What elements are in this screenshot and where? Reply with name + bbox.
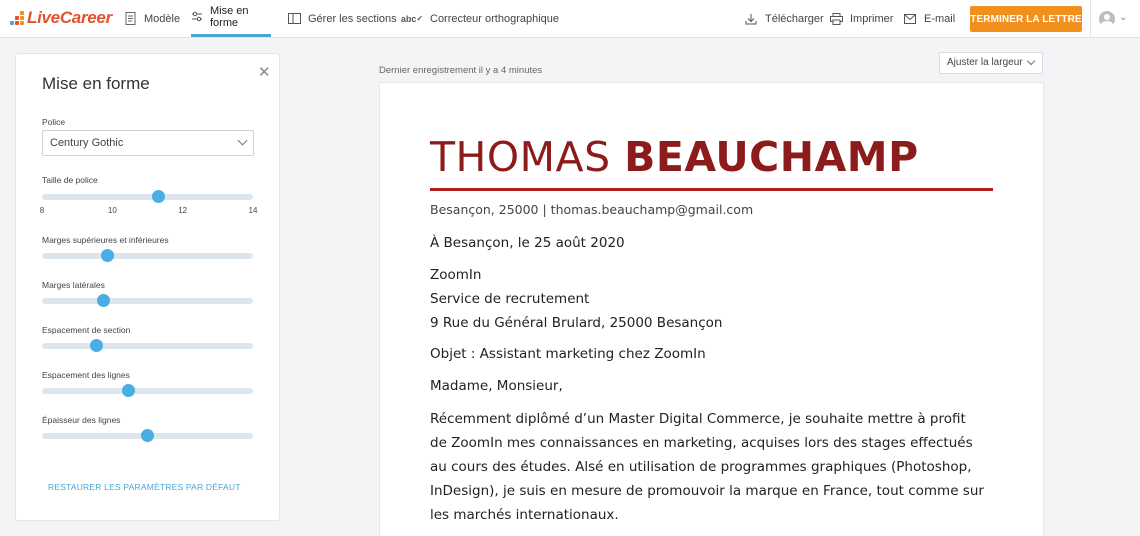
printer-icon xyxy=(829,12,843,26)
chevron-down-icon xyxy=(238,136,248,146)
download-label: Télécharger xyxy=(765,12,824,25)
line-weight-slider[interactable] xyxy=(42,433,253,439)
paragraph-line: les marchés internationaux. xyxy=(430,507,619,523)
toolbar-divider xyxy=(1090,0,1091,37)
nav-formatting-label: Mise en forme xyxy=(210,5,249,29)
recipient-address: 9 Rue du Général Brulard, 25000 Besançon xyxy=(430,315,723,331)
section-spacing-slider-thumb[interactable] xyxy=(90,339,103,352)
last-saved-status: Dernier enregistrement il y a 4 minutes xyxy=(379,65,543,76)
print-label: Imprimer xyxy=(850,12,894,25)
chevron-down-icon[interactable]: ⌄ xyxy=(1119,12,1128,23)
paragraph-line: InDesign), je suis en mesure de promouvoir la marque en France, tout comme sur xyxy=(430,483,984,499)
line-weight-label: Épaisseur des lignes xyxy=(42,415,121,425)
side-margins-label: Marges latérales xyxy=(42,280,105,290)
email-button[interactable] xyxy=(903,0,955,37)
contact-line: Besançon, 25000 | thomas.beauchamp@gmail.com xyxy=(430,202,754,217)
paragraph-line: au cours des études. Alsé en utilisation de programmes graphiques (Photoshop, xyxy=(430,459,972,475)
sliders-icon xyxy=(191,10,203,24)
formatting-panel xyxy=(15,53,280,521)
nav-formatting[interactable] xyxy=(191,0,271,37)
spellcheck-icon: abc ✓ xyxy=(400,13,424,24)
zoom-fit-select[interactable] xyxy=(939,52,1043,74)
side-margins-slider-thumb[interactable] xyxy=(97,294,110,307)
close-icon[interactable]: ✕ xyxy=(258,64,271,81)
vertical-margins-label: Marges supérieures et inférieures xyxy=(42,235,169,245)
download-icon xyxy=(744,12,758,26)
font-size-label: Taille de police xyxy=(42,175,98,185)
side-margins-slider[interactable] xyxy=(42,298,253,304)
header-divider-line xyxy=(430,188,993,191)
subject-line: Objet : Assistant marketing chez ZoomIn xyxy=(430,346,706,362)
recipient-department: Service de recrutement xyxy=(430,291,590,307)
section-spacing-slider[interactable] xyxy=(42,343,253,349)
letter-document[interactable] xyxy=(379,82,1044,536)
vertical-margins-slider[interactable] xyxy=(42,253,253,259)
applicant-first-name: THOMAS xyxy=(430,133,611,181)
font-label: Police xyxy=(42,117,66,127)
font-size-slider-thumb[interactable] xyxy=(152,190,165,203)
line-spacing-slider[interactable] xyxy=(42,388,253,394)
email-label: E-mail xyxy=(924,12,956,25)
font-size-tick: 8 xyxy=(39,206,45,215)
font-size-tick: 14 xyxy=(248,206,258,215)
line-spacing-label: Espacement des lignes xyxy=(42,370,130,380)
zoom-fit-value: Ajuster la largeur xyxy=(947,57,1023,68)
body-paragraph xyxy=(430,407,1005,527)
date-line: À Besançon, le 25 août 2020 xyxy=(430,235,625,251)
font-size-slider[interactable] xyxy=(42,194,253,200)
salutation: Madame, Monsieur, xyxy=(430,378,563,394)
font-select[interactable] xyxy=(42,130,254,156)
chevron-down-icon xyxy=(1027,57,1035,65)
download-button[interactable] xyxy=(744,0,824,37)
top-bar xyxy=(0,0,1140,38)
reset-defaults-link[interactable]: RESTAURER LES PARAMÈTRES PAR DÉFAUT xyxy=(48,482,241,492)
vertical-margins-slider-thumb[interactable] xyxy=(101,249,114,262)
livecareer-logo[interactable] xyxy=(10,8,112,28)
nav-manage-sections[interactable] xyxy=(287,0,397,37)
columns-icon xyxy=(287,12,301,26)
panel-title: Mise en forme xyxy=(42,74,150,93)
applicant-last-name: BEAUCHAMP xyxy=(624,133,919,181)
nav-manage-sections-label: Gérer les sections xyxy=(308,12,397,25)
font-size-tick: 12 xyxy=(178,206,188,215)
section-spacing-label: Espacement de section xyxy=(42,325,131,335)
nav-template[interactable] xyxy=(123,0,180,37)
logo-mark-icon xyxy=(10,11,24,25)
line-spacing-slider-thumb[interactable] xyxy=(122,384,135,397)
font-size-tick: 10 xyxy=(107,206,117,215)
font-select-value: Century Gothic xyxy=(50,137,124,149)
paragraph-line: Récemment diplômé d’un Master Digital Commerce, je souhaite mettre à profit xyxy=(430,411,966,427)
nav-template-label: Modèle xyxy=(144,12,181,25)
recipient-company: ZoomIn xyxy=(430,267,482,283)
print-button[interactable] xyxy=(829,0,893,37)
envelope-icon xyxy=(903,12,917,26)
paragraph-line: de ZoomIn mes connaissances en marketing, acquises lors des stages effectués xyxy=(430,435,973,451)
line-weight-slider-thumb[interactable] xyxy=(141,429,154,442)
user-avatar-icon[interactable] xyxy=(1099,11,1115,27)
applicant-name xyxy=(430,135,919,179)
brand-name: LiveCareer xyxy=(27,8,112,27)
finish-letter-button[interactable]: TERMINER LA LETTRE xyxy=(970,6,1082,32)
nav-spellcheck-label: Correcteur orthographique xyxy=(430,12,560,25)
nav-spellcheck[interactable] xyxy=(401,0,559,37)
document-icon xyxy=(123,12,137,26)
